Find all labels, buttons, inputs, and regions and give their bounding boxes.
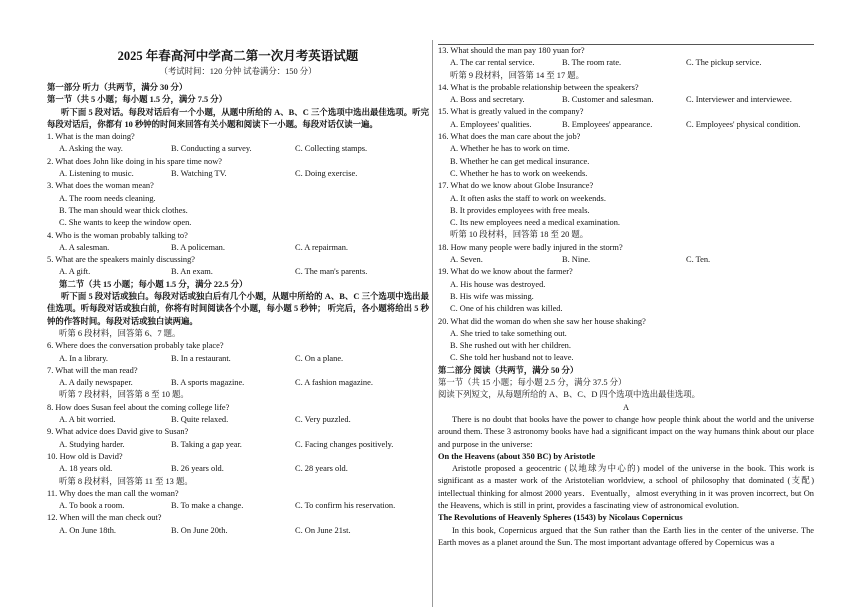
q13-option-c: C. The pickup service. <box>686 58 762 68</box>
note-material-10: 听第 10 段材料，回答第 18 至 20 题。 <box>450 230 589 240</box>
reading-part-title: 第二部分 阅读（共两节，满分 50 分） <box>438 365 579 375</box>
book2-title: The Revolutions of Heavenly Spheres (1543) by Nicolaus Copernicus <box>438 513 683 523</box>
passage-intro: There is no doubt that books have the power to change how people think about the world and the universe around them. These 3 astronomy books have had a significant impact on the way humans think about our place and purpose in the universe: <box>438 414 814 449</box>
column-divider <box>432 40 433 607</box>
q18-option-c: C. Ten. <box>686 255 711 265</box>
q4-options <box>47 242 429 254</box>
q16-option-b: B. Whether he can get medical insurance. <box>450 156 590 166</box>
q19-stem: 19. What do we know about the farmer? <box>438 267 573 277</box>
book1-title: On the Heavens (about 350 BC) by Aristotle <box>438 451 596 461</box>
listening-sec2-instructions: 听下面 5 段对话或独白。每段对话或独白后有几个小题，从题中所给的 A、B、C 三个选项中选出最佳选项。听每段对话或独白前，你将有时间阅读各个小题，每小题 5 秒钟； 听完后，各小题将给出 5 秒钟的作答时间。每段对话或独白读两遍。 <box>47 292 429 326</box>
q20-stem: 20. What did the woman do when she saw her house shaking? <box>438 316 646 326</box>
note-material-6: 听第 6 段材料，回答第 6、7 题。 <box>59 328 181 338</box>
q9-option-b: B. Taking a gap year. <box>171 439 242 449</box>
q1-option-c: C. Collecting stamps. <box>295 144 368 154</box>
q6-options <box>47 353 429 365</box>
q2-option-c: C. Doing exercise. <box>295 169 358 179</box>
q15-option-c: C. Employees' physical condition. <box>686 119 801 129</box>
q12-option-b: B. On June 20th. <box>171 525 228 535</box>
q10-options <box>47 463 429 475</box>
q5-options <box>47 266 429 278</box>
q7-options <box>47 377 429 389</box>
q1-stem: 1. What is the man doing? <box>47 132 135 142</box>
q5-stem: 5. What are the speakers mainly discussing? <box>47 255 195 265</box>
q14-option-a: A. Boss and secretary. <box>450 95 525 105</box>
q8-option-b: B. Quite relaxed. <box>171 415 229 425</box>
q4-option-c: C. A repairman. <box>295 242 349 252</box>
q20-option-c: C. She told her husband not to leave. <box>450 353 574 363</box>
q20-option-b: B. She rushed out with her children. <box>450 341 571 351</box>
q4-option-b: B. A policeman. <box>171 242 225 252</box>
q15-option-a: A. Employees' qualities. <box>450 119 532 129</box>
q16-stem: 16. What does the man care about the job? <box>438 132 581 142</box>
book1-text: Aristotle proposed a geocentric (以地球为中心的) model of the universe in the book. This work is significant as a master work of the Aristotelian worldview, a school of philosophy that dominated (支配) intellectual thinking for almost 2000 years．Eventually，almost everything in it was proven incorrect, but On the Heavens, which is still in print, provides a fascinating view of astronomical evolution. <box>438 464 814 510</box>
q9-option-c: C. Facing changes positively. <box>295 439 394 449</box>
listening-sec1-instructions: 听下面 5 段对话。每段对话后有一个小题，从题中所给的 A、B、C 三个选项中选出最佳选项。听完每段对话后，你都有 10 秒钟的时间来回答有关小题和阅读下一小题。每段对话仅读一遍。 <box>47 107 429 129</box>
q2-options <box>47 168 429 180</box>
q6-option-b: B. In a restaurant. <box>171 353 231 363</box>
q9-options <box>47 439 429 451</box>
q1-options <box>47 143 429 155</box>
listening-continued <box>438 45 814 549</box>
q9-stem: 9. What advice does David give to Susan? <box>47 427 189 437</box>
listening-part <box>47 82 429 537</box>
q6-stem: 6. Where does the conversation probably take place? <box>47 341 224 351</box>
q10-option-b: B. 26 years old. <box>171 464 224 474</box>
q8-option-a: A. A bit worried. <box>59 415 116 425</box>
q5-option-c: C. The man's parents. <box>295 267 368 277</box>
q7-option-b: B. A sports magazine. <box>171 378 245 388</box>
right-column <box>438 0 814 607</box>
q17-option-c: C. Its new employees need a medical examination. <box>450 218 621 228</box>
q17-stem: 17. What do we know about Globe Insurance? <box>438 181 594 191</box>
q12-option-a: A. On June 18th. <box>59 525 116 535</box>
q4-option-a: A. A salesman. <box>59 242 110 252</box>
q18-options <box>438 254 814 266</box>
q6-option-a: A. In a library. <box>59 353 108 363</box>
q8-stem: 8. How does Susan feel about the coming college life? <box>47 402 230 412</box>
q1-option-b: B. Conducting a survey. <box>171 144 252 154</box>
q12-option-c: C. On June 21st. <box>295 525 351 535</box>
q1-option-a: A. Asking the way. <box>59 144 123 154</box>
q12-stem: 12. When will the man check out? <box>47 513 162 523</box>
reading-sec1-title: 第一节（共 15 小题；每小题 2.5 分，满分 37.5 分） <box>438 378 627 388</box>
q2-option-a: A. Listening to music. <box>59 169 134 179</box>
q11-options <box>47 500 429 512</box>
book2-text: In this book, Copernicus argued that the Sun rather than the Earth lies in the center of the universe. The Earth moves as a planet around the Sun. The most important advantage offered by Copernicus was a <box>438 525 814 547</box>
q20-option-a: A. She tried to take something out. <box>450 328 567 338</box>
q7-option-c: C. A fashion magazine. <box>295 378 373 388</box>
q2-option-b: B. Watching TV. <box>171 169 227 179</box>
q7-option-a: A. A daily newspaper. <box>59 378 133 388</box>
q13-stem: 13. What should the man pay 180 yuan for? <box>438 46 585 55</box>
q13-option-b: B. The room rate. <box>562 58 622 68</box>
q16-option-a: A. Whether he has to work on time. <box>450 144 570 154</box>
q5-option-a: A. A gift. <box>59 267 91 277</box>
passage-label: A <box>622 402 630 412</box>
q3-option-a: A. The room needs cleaning. <box>59 193 156 203</box>
q17-option-b: B. It provides employees with free meals. <box>450 205 590 215</box>
q14-option-b: B. Customer and salesman. <box>562 95 654 105</box>
q7-stem: 7. What will the man read? <box>47 365 138 375</box>
exam-title: 2025 年春高河中学高二第一次月考英语试题 <box>117 49 359 63</box>
q6-option-c: C. On a plane. <box>295 353 344 363</box>
q15-stem: 15. What is greatly valued in the company? <box>438 107 584 117</box>
note-material-9: 听第 9 段材料，回答第 14 至 17 题。 <box>450 70 584 80</box>
note-material-8: 听第 8 段材料，回答第 11 至 13 题。 <box>59 476 193 486</box>
q10-option-a: A. 18 years old. <box>59 464 113 474</box>
q3-option-b: B. The man should wear thick clothes. <box>59 205 188 215</box>
q19-option-b: B. His wife was missing. <box>450 291 534 301</box>
q18-stem: 18. How many people were badly injured in the storm? <box>438 242 623 252</box>
q15-option-b: B. Employees' appearance. <box>562 119 653 129</box>
q13-option-a: A. The car rental service. <box>450 58 535 68</box>
q11-stem: 11. Why does the man call the woman? <box>47 488 179 498</box>
q10-option-c: C. 28 years old. <box>295 464 348 474</box>
q18-option-a: A. Seven. <box>450 255 483 265</box>
reading-sec1-instructions: 阅读下列短文，从每题所给的 A、B、C、D 四个选项中选出最佳选项。 <box>438 390 700 400</box>
q18-option-b: B. Nine. <box>562 255 591 265</box>
q10-stem: 10. How old is David? <box>47 451 123 461</box>
q12-options <box>47 525 429 537</box>
q14-option-c: C. Interviewer and interviewee. <box>686 95 792 105</box>
q3-option-c: C. She wants to keep the window open. <box>59 218 192 228</box>
q4-stem: 4. Who is the woman probably talking to? <box>47 230 188 240</box>
q3-stem: 3. What does the woman mean? <box>47 181 154 191</box>
listening-sec1-title: 第一节（共 5 小题；每小题 1.5 分，满分 7.5 分） <box>47 95 228 105</box>
q9-option-a: A. Studying harder. <box>59 439 125 449</box>
exam-subtitle: （考试时间：120 分钟 试卷满分：150 分） <box>159 67 317 76</box>
q19-option-c: C. One of his children was killed. <box>450 304 563 314</box>
q11-option-c: C. To confirm his reservation. <box>295 501 396 511</box>
left-column <box>47 0 429 607</box>
q8-options <box>47 414 429 426</box>
q15-options <box>438 119 814 131</box>
q19-option-a: A. His house was destroyed. <box>450 279 546 289</box>
note-material-7: 听第 7 段材料，回答第 8 至 10 题。 <box>59 390 189 400</box>
q11-option-a: A. To book a room. <box>59 501 125 511</box>
q13-options <box>438 57 814 69</box>
q8-option-c: C. Very puzzled. <box>295 415 351 425</box>
q11-option-b: B. To make a change. <box>171 501 244 511</box>
q5-option-b: B. An exam. <box>171 267 213 277</box>
listening-sec2-title: 第二节（共 15 小题；每小题 1.5 分，满分 22.5 分） <box>59 279 248 289</box>
q16-option-c: C. Whether he has to work on weekends. <box>450 168 588 178</box>
listening-part-title: 第一部分 听力（共两节，满分 30 分） <box>47 83 188 92</box>
q14-options <box>438 94 814 106</box>
q2-stem: 2. What does John like doing in his spare time now? <box>47 156 222 166</box>
q17-option-a: A. It often asks the staff to work on weekends. <box>450 193 606 203</box>
q14-stem: 14. What is the probable relationship between the speakers? <box>438 82 639 92</box>
